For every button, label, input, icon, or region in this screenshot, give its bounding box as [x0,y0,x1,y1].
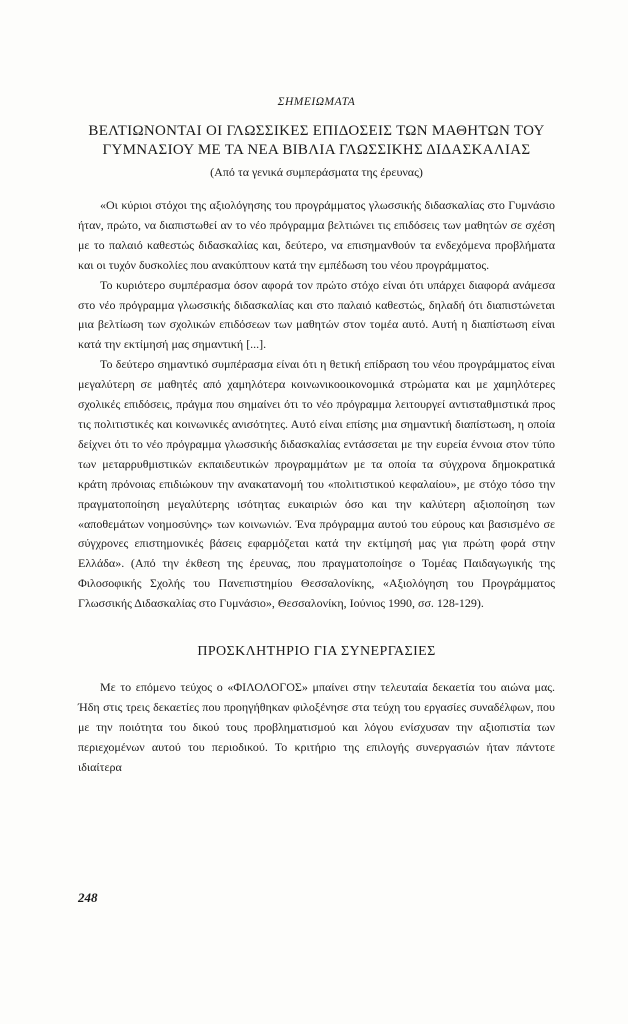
article-title-line-1: ΒΕΛΤΙΩΝΟΝΤΑΙ ΟΙ ΓΛΩΣΣΙΚΕΣ ΕΠΙΔΟΣΕΙΣ ΤΩΝ ΜΑΘΗΤΩΝ ΤΟΥ [88,123,545,139]
page-content [78,96,555,778]
paragraph: Το δεύτερο σημαντικό συμπέρασμα είναι ότι η θετική επίδραση του νέου προγράμματος είναι μεγαλύτερη σε μαθητές από χαμηλότερα κοινωνικοοικονομικά στρώματα και με χαμηλότερες σχολικές επιδόσεις, πράγμα που σημαίνει ότι το νέο πρόγραμμα λειτουργεί αντισταθμιστικά προς τις πολιτιστικές και κοινωνικές ανισότητες. Αυτό είναι επίσης μια σημαντική διαπίστωση, η οποία δείχνει ότι το νέο πρόγραμμα γλωσσικής διδασκαλίας εντάσσεται με την ευρεία έννοια στον τύπο των μεταρρυθμιστικών εκπαιδευτικών προγραμμάτων με τα οποία τα σύγχρονα δημοκρατικά κράτη πρόνοιας επιδιώκουν την ανακατανομή του «πολιτιστικού κεφαλαίου», με στόχο τόσο την πραγματοποίηση μεγαλύτερης ισότητας ευκαιριών όσο και την καλύτερη αξιοποίηση των «αποθεμάτων νοημοσύνης» των κοινωνιών. Ένα πρόγραμμα αυτού του εύρους και βασισμένο σε σύγχρονες επιστημονικές βάσεις εφαρμόζεται κατά την εκτίμησή μας για πρώτη φορά στην Ελλάδα». (Από την έκθεση της έρευνας, που πραγματοποίησε ο Τομέας Παιδαγωγικής της Φιλοσοφικής Σχολής του Πανεπιστημίου Θεσσαλονίκης, «Αξιολόγηση του Προγράμματος Γλωσσικής Διδασκαλίας στο Γυμνάσιο», Θεσσαλονίκη, Ιούνιος 1990, σσ. 128-129). [78,357,555,611]
paragraph: Το κυριότερο συμπέρασμα όσον αφορά τον πρώτο στόχο είναι ότι υπάρχει διαφορά ανάμεσα στο νέο πρόγραμμα γλωσσικής διδασκαλίας και στο παλαιό καθεστώς, δηλαδή ότι διαπιστώνεται μια βελτίωση των σχολικών επιδόσεων των μαθητών στον τομέα αυτό. Αυτή η διαπίστωση είναι κατά την εκτίμησή μας σημαντική [...]. [78,277,555,352]
article-subtitle: (Από τα γενικά συμπεράσματα της έρευνας) [210,165,423,179]
paragraph: Με το επόμενο τεύχος ο «ΦΙΛΟΛΟΓΟΣ» μπαίνει στην τελευταία δεκαετία του αιώνα μας. Ήδη στις τρεις δεκαετίες που προηγήθηκαν φιλοξένησε στα τεύχη του εργασίες συναδέλφων, που με την ποιότητα του δικού τους προβληματισμού και λόγου ενίσχυσαν την αξιοπιστία των περιεχομένων αυτού του περιοδικού. Το κριτήριο της επιλογής συνεργασιών ήταν πάντοτε ιδιαίτερα [78,680,555,774]
article-1 [78,122,555,614]
page-number: 248 [78,890,98,905]
article-2 [78,644,555,778]
section-label: ΣΗΜΕΙΩΜΑΤΑ [277,96,356,108]
article-2-title: ΠΡΟΣΚΛΗΤΗΡΙΟ ΓΙΑ ΣΥΝΕΡΓΑΣΙΕΣ [197,644,436,660]
paragraph: «Οι κύριοι στόχοι της αξιολόγησης του προγράμματος γλωσσικής διδασκαλίας στο Γυμνάσιο ήταν, πρώτο, να διαπιστωθεί αν το νέο πρόγραμμα βελτιώνει τις επιδόσεις των μαθητών σε σχέση με το παλαιό καθεστώς διδασκαλίας και, δεύτερο, να επισημανθούν τα ενδεχόμενα προβλήματα και οι τυχόν δυσκολίες που ανακύπτουν κατά την εμπέδωση του νέου προγράμματος. [78,198,555,272]
article-title-line-2: ΓΥΜΝΑΣΙΟΥ ΜΕ ΤΑ ΝΕΑ ΒΙΒΛΙΑ ΓΛΩΣΣΙΚΗΣ ΔΙΔΑΣΚΑΛΙΑΣ [102,142,531,158]
